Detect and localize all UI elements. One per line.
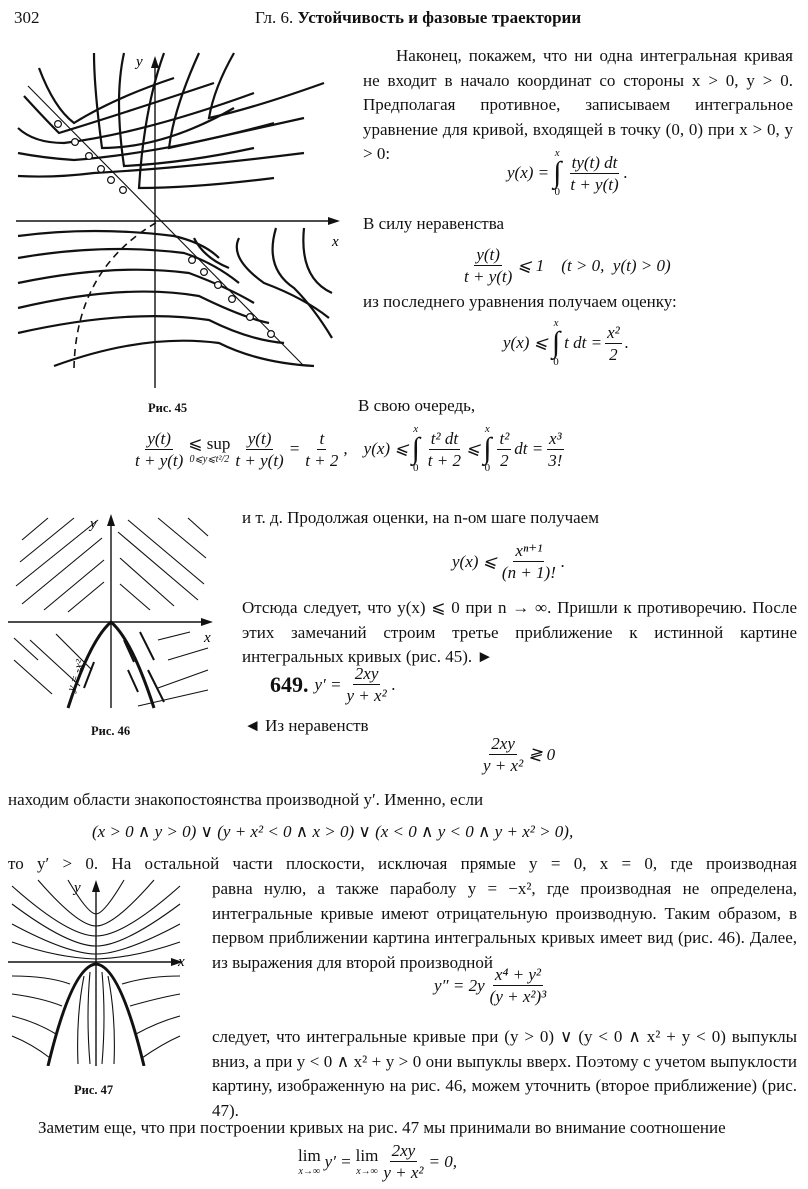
formula-integral-equation: y(x) = x ∫ 0 $\frac{ty(t) dt}{t + y(t)}$ . bbox=[507, 147, 628, 198]
paragraph-4: В свою очередь, bbox=[358, 396, 476, 415]
paragraph-2: В силу неравенства bbox=[363, 214, 505, 233]
formula-limit: lim x→∞ y′ = lim x→∞ $\frac{2xy}{\text{y + x²}}$ = 0, bbox=[298, 1141, 457, 1182]
fig46-inner-slopes bbox=[80, 632, 164, 702]
fig47-y-arrow bbox=[92, 880, 100, 892]
fig45-lower-curves bbox=[18, 228, 332, 366]
chapter-title: Устойчивость и фазовые траектории bbox=[297, 8, 582, 27]
paragraph-8: находим области знакопостоянства производной y′. Именно, если bbox=[8, 790, 484, 809]
paragraph-1: Наконец, покажем, что ни одна интегральная кривая не входит в начало координат со стороны x > 0, y > 0. Предполагая противное, записываем интегральное уравнение для кривой, входящей в точку (0, 0) при x > 0, y > 0: bbox=[363, 46, 793, 163]
paragraph-11: Заметим еще, что при построении кривых на рис. 47 мы принимали во внимание соотношение bbox=[38, 1118, 726, 1137]
fig45-x-arrow bbox=[328, 217, 340, 225]
fig45-x-label: x bbox=[332, 234, 339, 250]
paragraph-9a: то y′ > 0. На остальной части плоскости, исключая прямые y = 0, x = 0, где производная bbox=[8, 854, 797, 873]
figure-47 bbox=[8, 876, 200, 1066]
fig46-upper-left-slopes bbox=[16, 518, 104, 612]
figure-46 bbox=[8, 510, 230, 710]
paragraph-5: и т. д. Продолжая оценки, на n-ом шаге получаем bbox=[242, 508, 599, 527]
caption-fig47: Рис. 47 bbox=[74, 1083, 114, 1097]
fig46-x-label: x bbox=[204, 630, 211, 646]
problem-number: 649. bbox=[270, 671, 309, 697]
fig45-y-label: y bbox=[136, 54, 143, 70]
paragraph-10: следует, что интегральные кривые при (y > 0) ∨ (y < 0 ∧ x² + y < 0) выпуклы вниз, а при y < 0 ∧ x² + y > 0 они выпуклы вверх. Поэтому с учетом выпуклости картину, изображенную на рис. 46, можем уточнить (второе приближение) (рис. 47). bbox=[212, 1027, 797, 1120]
formula-sign-inequality: $\frac{2xy}{\text{y + x²}}$ ≷ 0 bbox=[483, 734, 556, 775]
fig46-y-label: y bbox=[90, 516, 97, 532]
formula-inequality: $\frac{y(t)}{t + y(t)}$ ⩽ 1 (t > 0, y(t) > 0) bbox=[464, 245, 671, 286]
paragraph-6: Отсюда следует, что y(x) ⩽ 0 при n → ∞. Пришли к противоречию. После этих замечаний строим третье приближение к истинной картине интегральных кривых (рис. 45). ► bbox=[242, 598, 797, 666]
formula-nth-estimate: y(x) ⩽ $\frac{\text{xⁿ⁺¹}}{(n + 1)!}$ . bbox=[452, 541, 566, 582]
figure-45 bbox=[14, 48, 354, 388]
chapter-label: Гл. 6. bbox=[255, 8, 294, 27]
fig45-points bbox=[55, 121, 275, 338]
problem-649: 649. y′ = $\frac{2xy}{\text{y + x²}}$ . bbox=[270, 664, 396, 705]
fig46-x-arrow bbox=[201, 618, 213, 626]
paragraph-7: ◄ Из неравенств bbox=[244, 716, 369, 735]
fig46-upper-right-slopes bbox=[118, 518, 208, 610]
caption-fig46: Рис. 46 bbox=[91, 724, 131, 738]
fig45-y-arrow bbox=[151, 56, 159, 68]
paragraph-3: из последнего уравнения получаем оценку: bbox=[363, 292, 677, 311]
formula-second-derivative: y″ = 2y $\frac{\text{x⁴ + y²}}{\text{(y + x²)³}}$ bbox=[434, 965, 547, 1006]
paragraph-9b: равна нулю, а также параболу y = −x², где производная не определена, интегральные кривые имеют отрицательную производную. Таким образом, в первом приближении картина интегральных кривых имеет вид (рис. 46). Далее, из выражения для второй производной bbox=[212, 879, 797, 972]
formula-sup-chain: $\frac{y(t)}{t + y(t)}$ ⩽ sup 0⩽y⩽t²/2 $\frac{y(t)}{t + y(t)}$ = $\frac{t}{t + 2}$ , y(x) ⩽ x ∫ 0 $\frac{\text{t² dt}}{t + 2}$ ⩽ x ∫ 0 $\frac{\text{t²}}{2}$ dt = $\frac{\text{x³}}{3!}$ bbox=[135, 423, 563, 474]
fig45-upper-curves bbox=[18, 53, 324, 188]
page-number: 302 bbox=[14, 8, 40, 27]
fig47-x-label: x bbox=[178, 954, 185, 970]
formula-regions: (x > 0 ∧ y > 0) ∨ (y + x² < 0 ∧ x > 0) ∨ (x < 0 ∧ y < 0 ∧ y + x² > 0), bbox=[92, 822, 574, 841]
fig47-y-label: y bbox=[74, 880, 81, 896]
caption-fig45: Рис. 45 bbox=[148, 401, 188, 415]
fig46-y-arrow bbox=[107, 514, 115, 526]
formula-estimate-1: y(x) ⩽ x ∫ 0 t dt = $\frac{\text{x²}}{2}$ . bbox=[503, 317, 629, 368]
fig46-parabola-label: y = -x² bbox=[63, 657, 87, 693]
integral-sign: x ∫ 0 bbox=[553, 147, 562, 198]
running-header bbox=[255, 8, 581, 28]
